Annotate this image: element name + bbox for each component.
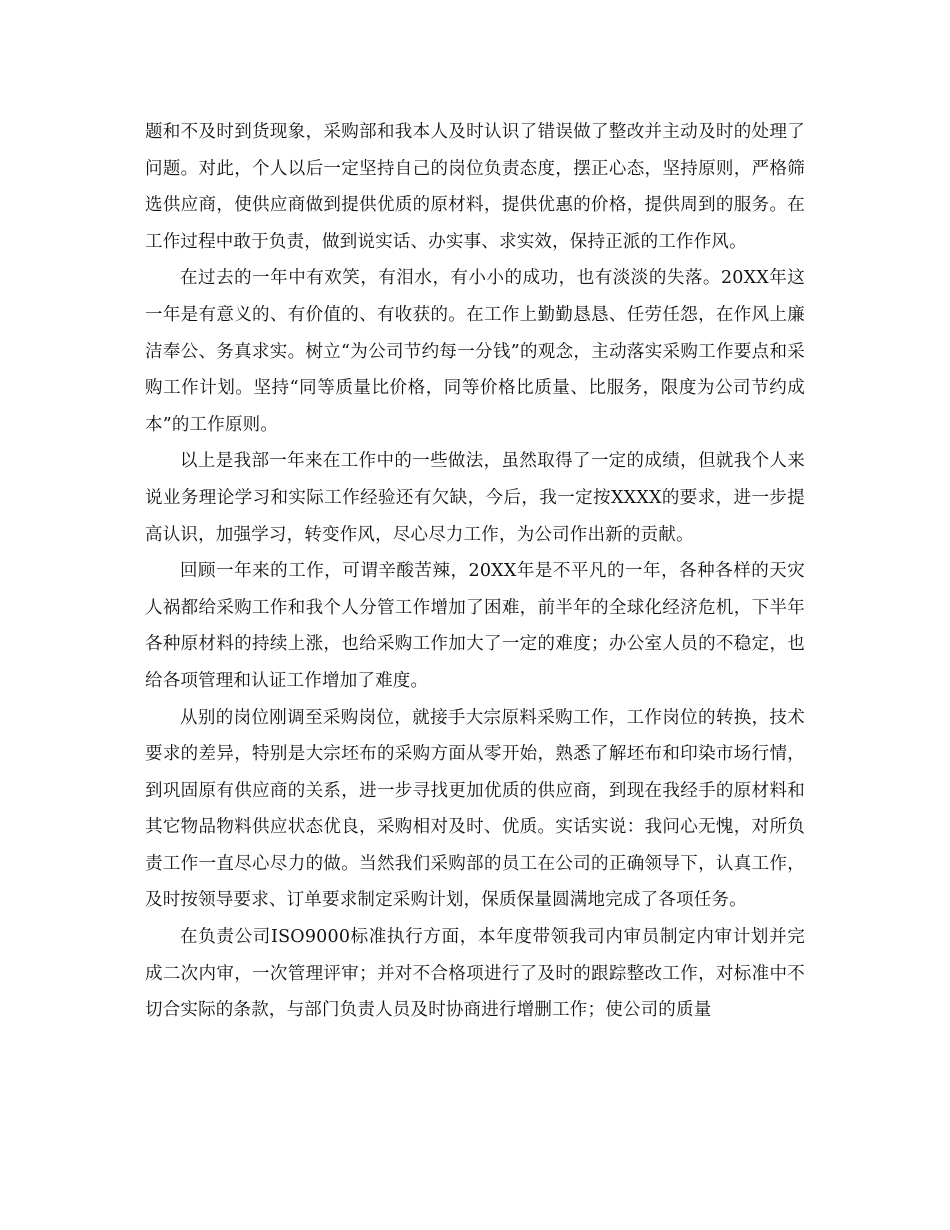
paragraph-4: 回顾一年来的工作，可谓辛酸苦辣，20XX年是不平凡的一年，各种各样的天灾人祸都给采购工作和我个人分管工作增加了困难，前半年的全球化经济危机，下半年各种原材料的持续上涨，也给采购工作加大了一定的难度；办公室人员的不稳定，也给各项管理和认证工作增加了难度。 <box>145 561 805 691</box>
paragraph-1: 题和不及时到货现象，采购部和我本人及时认识了错误做了整改并主动及时的处理了问题。对此，个人以后一定坚持自己的岗位负责态度，摆正心态，坚持原则，严格筛选供应商，使供应商做到提供优质的原材料，提供优惠的价格，提供周到的服务。在工作过程中敢于负责，做到说实话、办实事、求实效，保持正派的工作作风。 <box>145 122 805 252</box>
paragraph-2: 在过去的一年中有欢笑，有泪水，有小小的成功，也有淡淡的失落。20XX年这一年是有意义的、有价值的、有收获的。在工作上勤勤恳恳、任劳任怨，在作风上廉洁奉公、务真求实。树立“为公司节约每一分钱”的观念，主动落实采购工作要点和采购工作计划。坚持“同等质量比价格，同等价格比质量、比服务，限度为公司节约成本”的工作原则。 <box>145 268 805 435</box>
paragraph-5: 从别的岗位刚调至采购岗位，就接手大宗原料采购工作，工作岗位的转换，技术要求的差异，特别是大宗坯布的采购方面从零开始，熟悉了解坯布和印染市场行情，到巩固原有供应商的关系，进一步寻找更加优质的供应商，到现在我经手的原材料和其它物品物料供应状态优良，采购相对及时、优质。实话实说：我问心无愧，对所负责工作一直尽心尽力的做。当然我们采购部的员工在公司的正确领导下，认真工作，及时按领导要求、订单要求制定采购计划，保质保量圆满地完成了各项任务。 <box>145 707 805 911</box>
paragraph-3: 以上是我部一年来在工作中的一些做法，虽然取得了一定的成绩，但就我个人来说业务理论学习和实际工作经验还有欠缺，今后，我一定按XXXX的要求，进一步提高认识，加强学习，转变作风，尽心尽力工作，为公司作出新的贡献。 <box>145 451 805 545</box>
document-page <box>145 114 805 1029</box>
paragraph-6: 在负责公司ISO9000标准执行方面，本年度带领我司内审员制定内审计划并完成二次内审，一次管理评审；并对不合格项进行了及时的跟踪整改工作，对标准中不切合实际的条款，与部门负责人员及时协商进行增删工作；使公司的质量 <box>145 927 805 1021</box>
